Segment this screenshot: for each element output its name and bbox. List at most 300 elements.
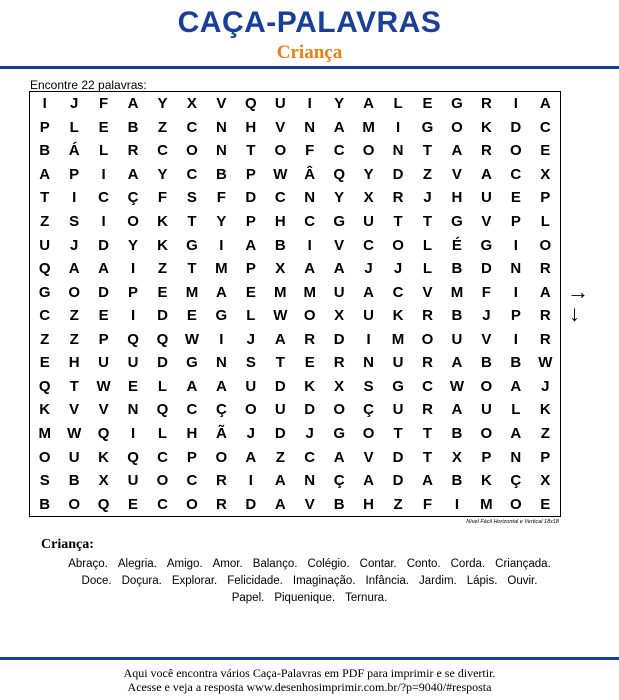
grid-letter: Z (157, 118, 168, 136)
grid-letter: K (304, 377, 316, 395)
grid-letter: L (69, 118, 79, 136)
grid-letter: U (68, 448, 80, 466)
grid-letter: U (480, 189, 492, 207)
grid-letter: C (186, 165, 198, 183)
grid-letter: L (422, 236, 433, 254)
grid-letter: A (422, 472, 433, 490)
grid-letter: Y (157, 95, 168, 113)
grid-letter: U (392, 401, 404, 419)
grid-letter: T (246, 142, 256, 160)
word-list-item: Papel. (231, 592, 265, 604)
grid-letter: I (130, 425, 136, 443)
grid-letter: D (304, 401, 316, 419)
grid-letter: M (274, 283, 287, 301)
grid-letter: Q (97, 495, 110, 513)
grid-letter: J (305, 425, 314, 443)
grid-letter: T (422, 425, 433, 443)
grid-letter: C (304, 448, 316, 466)
word-list-item: Alegria. (117, 558, 157, 570)
grid-letter: J (541, 377, 550, 395)
grid-letter: U (480, 401, 492, 419)
grid-letter: N (215, 142, 227, 160)
grid-letter: O (333, 401, 345, 419)
grid-letter: V (451, 165, 462, 183)
grid-letter: K (539, 401, 551, 419)
grid-letter: I (72, 189, 77, 207)
grid-letter: I (513, 283, 518, 301)
footer-line-2: Acesse e veja a resposta www.desenhosimprimir.com.br/?p=9040/#resposta (127, 680, 492, 694)
grid-letter: N (215, 354, 227, 372)
word-list-item: Imaginação. (292, 575, 356, 587)
grid-letter: R (539, 330, 551, 348)
grid-letter: A (98, 260, 110, 278)
grid-letter: V (422, 283, 433, 301)
grid-letter: Z (540, 425, 550, 443)
grid-letter: P (186, 448, 197, 466)
grid-letter: A (127, 95, 139, 113)
word-list-item: Contar. (359, 558, 397, 570)
word-list-item: Jardim. (419, 575, 457, 587)
word-list-item: Piquenique. (274, 592, 336, 604)
grid-letter: R (422, 307, 433, 325)
grid-letter: U (39, 236, 51, 254)
grid-letter: I (307, 236, 312, 254)
grid-letter: V (304, 495, 315, 513)
grid-letter: K (480, 472, 492, 490)
word-list-line (30, 556, 589, 573)
grid-letter: C (39, 307, 51, 325)
grid-letter: Y (157, 165, 168, 183)
grid-letter: F (157, 189, 168, 207)
grid-letter: V (216, 95, 227, 113)
grid-letter: M (450, 283, 464, 301)
grid-letter: B (510, 354, 522, 372)
grid-letter: R (392, 189, 404, 207)
grid-letter: A (451, 142, 463, 160)
grid-letter: G (333, 425, 345, 443)
grid-letter: G (333, 213, 345, 231)
grid-letter: P (39, 118, 50, 136)
grid-letter: G (186, 236, 198, 254)
grid-letter: X (98, 472, 109, 490)
grid-letter: M (480, 495, 493, 513)
grid-letter: P (481, 448, 492, 466)
grid-letter: O (480, 425, 493, 443)
grid-letter: Y (363, 165, 374, 183)
word-list-item: Balanço. (252, 558, 298, 570)
grid-letter: I (248, 472, 253, 490)
grid-letter: E (510, 189, 521, 207)
grid-letter: U (451, 330, 463, 348)
grid-letter: D (98, 283, 110, 301)
grid-letter: V (481, 330, 492, 348)
grid-letter: G (421, 118, 434, 136)
grid-letter: T (422, 448, 433, 466)
grid-letter: Ç (215, 401, 227, 419)
word-list-item: Ternura. (345, 592, 388, 604)
grid-letter: O (480, 377, 493, 395)
word-list-item: Colégio. (307, 558, 350, 570)
grid-letter: H (274, 213, 286, 231)
grid-letter: I (101, 213, 106, 231)
grid-letter: Q (244, 95, 257, 113)
grid-letter: E (422, 95, 433, 113)
grid-letter: H (186, 425, 198, 443)
grid-letter: V (481, 213, 492, 231)
grid-letter: H (68, 354, 80, 372)
grid-letter: C (539, 118, 551, 136)
grid-letter: Y (216, 213, 227, 231)
grid-letter: U (274, 95, 286, 113)
grid-letter: A (363, 472, 375, 490)
grid-letter: V (98, 401, 109, 419)
grid-letter: R (480, 95, 492, 113)
footer (0, 666, 619, 694)
grid-letter: O (127, 213, 139, 231)
grid-letter: O (244, 401, 257, 419)
grid-letter: G (186, 354, 198, 372)
grid-letter: A (333, 448, 345, 466)
grid-letter: V (334, 236, 345, 254)
grid-letter: O (186, 495, 198, 513)
grid-letter: C (422, 377, 433, 395)
grid-letter: C (157, 495, 168, 513)
word-list-item: Felicidade. (227, 575, 283, 587)
grid-letter: F (216, 189, 226, 207)
grid-letter: A (127, 165, 139, 183)
grid-letter: F (481, 283, 491, 301)
grid-letter: S (363, 377, 374, 395)
grid-letter: X (540, 472, 551, 490)
grid-letter: W (96, 377, 111, 395)
grid-letter: A (245, 448, 257, 466)
grid-letter: B (451, 307, 463, 325)
grid-letter: U (363, 213, 375, 231)
grid-letter: D (157, 307, 168, 325)
grid-letter: E (128, 377, 139, 395)
grid-letter: O (539, 236, 552, 254)
grid-letter: J (482, 307, 491, 325)
grid-letter: D (274, 425, 286, 443)
grid-letter: A (333, 260, 345, 278)
grid-letter: O (451, 118, 463, 136)
grid-letter: F (99, 95, 109, 113)
grid-letter: P (540, 448, 551, 466)
grid-letter: O (509, 495, 522, 513)
grid-letter: P (245, 260, 256, 278)
grid-letter: C (157, 142, 168, 160)
grid-letter: K (39, 401, 51, 419)
grid-letter: U (333, 283, 345, 301)
grid-letter: T (275, 354, 285, 372)
grid-letter: O (68, 283, 80, 301)
grid-letter: L (422, 260, 433, 278)
grid-letter: R (422, 354, 433, 372)
grid-letter: I (307, 95, 312, 113)
grid-letter: B (39, 142, 51, 160)
grid-letter: W (184, 330, 200, 348)
grid-letter: N (304, 472, 316, 490)
grid-letter: C (98, 189, 110, 207)
arrow-down-icon: ↓ (569, 301, 580, 326)
grid-letter: U (245, 377, 257, 395)
grid-letter: J (246, 425, 255, 443)
grid-letter: A (510, 377, 522, 395)
grid-letter: P (69, 165, 80, 183)
grid-letter: G (451, 213, 463, 231)
grid-letter: W (273, 307, 288, 325)
grid-letter: G (392, 377, 404, 395)
grid-letter: T (187, 213, 197, 231)
grid-letter: H (363, 495, 375, 513)
grid-letter: T (422, 142, 433, 160)
grid-letter: Ç (333, 472, 345, 490)
grid-letter: I (395, 118, 401, 136)
grid-letter: D (274, 377, 286, 395)
grid-letter: G (215, 307, 228, 325)
grid-letter: M (303, 283, 316, 301)
grid-letter: K (392, 307, 404, 325)
instruction-text: Encontre 22 palavras: (30, 78, 147, 92)
grid-letter: R (480, 142, 492, 160)
grid-letter: D (98, 236, 110, 254)
grid-letter: E (245, 283, 256, 301)
grid-letter: U (127, 472, 139, 490)
grid-letter: A (333, 118, 345, 136)
grid-letter: H (451, 189, 463, 207)
word-list-item: Doçura. (121, 575, 162, 587)
grid-letter: V (275, 118, 286, 136)
grid-letter: Q (333, 165, 345, 183)
grid-letter: Z (157, 260, 168, 278)
grid-letter: A (480, 165, 492, 183)
grid-letter: B (127, 118, 139, 136)
grid-letter: A (39, 165, 51, 183)
grid-letter: I (454, 495, 460, 513)
grid-letter: D (392, 472, 404, 490)
grid-letter: G (451, 95, 463, 113)
grid-letter: Z (40, 330, 50, 348)
grid-letter: C (304, 213, 316, 231)
grid-letter: N (510, 260, 522, 278)
grid-letter: R (215, 472, 227, 490)
grid-letter: D (392, 448, 404, 466)
grid-letter: R (539, 260, 551, 278)
grid-letter: W (538, 354, 553, 372)
grid-letter: G (38, 283, 51, 301)
grid-letter: A (451, 401, 463, 419)
grid-letter: K (98, 448, 110, 466)
grid-letter: C (333, 142, 345, 160)
grid-letter: B (39, 495, 51, 513)
grid-letter: I (101, 165, 106, 183)
grid-letter: A (274, 495, 286, 513)
grid-letter: L (99, 142, 109, 160)
grid-letter: B (480, 354, 492, 372)
grid-letter: D (245, 189, 257, 207)
grid-letter: S (39, 472, 50, 490)
grid-letter: O (392, 236, 404, 254)
grid-letter: E (304, 354, 315, 372)
page-title: CAÇA-PALAVRAS (177, 6, 442, 39)
grid-letter: D (157, 354, 168, 372)
grid-letter: E (98, 118, 109, 136)
grid-letter: O (303, 307, 316, 325)
word-list-item: Amor. (212, 558, 243, 570)
grid-letter: Q (127, 330, 139, 348)
grid-letter: J (69, 95, 79, 113)
grid-letter: W (67, 425, 82, 443)
grid-letter: A (363, 95, 375, 113)
grid-letter: I (219, 330, 224, 348)
grid-letter: N (127, 401, 139, 419)
grid-letter: E (128, 495, 139, 513)
grid-letter: V (363, 448, 374, 466)
grid-letter: X (363, 189, 374, 207)
page-subtitle: Criança (276, 42, 343, 63)
grid-letter: J (393, 260, 403, 278)
footer-divider (0, 657, 619, 660)
grid-letter: P (245, 213, 256, 231)
grid-letter: E (98, 307, 109, 325)
grid-letter: X (540, 165, 551, 183)
grid-letter: O (421, 330, 434, 348)
word-list-item: Amigo. (166, 558, 203, 570)
grid-letter: O (274, 142, 287, 160)
grid-letter: U (392, 354, 404, 372)
grid-letter: B (451, 260, 463, 278)
header-divider (0, 66, 619, 69)
grid-letter: X (334, 377, 345, 395)
grid-letter: D (333, 330, 345, 348)
grid-letter: A (539, 283, 551, 301)
grid-letter: U (127, 354, 139, 372)
word-list-item: Corda. (450, 558, 486, 570)
grid-letter: R (333, 354, 345, 372)
grid-letter: O (215, 448, 228, 466)
grid-letter: E (157, 283, 168, 301)
word-list-item: Conto. (406, 558, 441, 570)
grid-letter: B (215, 165, 227, 183)
word-list-item: Explorar. (171, 575, 218, 587)
grid-letter: N (392, 142, 404, 160)
grid-letter: N (510, 448, 522, 466)
grid-letter: Q (127, 448, 139, 466)
grid-letter: C (363, 236, 375, 254)
word-search-grid (29, 91, 561, 517)
grid-letter: L (157, 425, 168, 443)
grid-letter: N (363, 354, 375, 372)
grid-letter: T (40, 189, 50, 207)
arrow-right-icon: → (567, 279, 589, 304)
grid-letter: N (304, 118, 316, 136)
grid-letter: O (509, 142, 522, 160)
grid-letter: P (510, 307, 521, 325)
grid-letter: L (157, 377, 168, 395)
grid-letter: A (215, 377, 227, 395)
grid-letter: F (422, 495, 433, 513)
grid-letter: D (245, 495, 257, 513)
grid-letter: Á (68, 142, 80, 160)
grid-letter: R (304, 330, 316, 348)
grid-letter: I (219, 236, 224, 254)
grid-letter: O (68, 495, 80, 513)
grid-letter: C (186, 472, 198, 490)
grid-letter: B (451, 425, 463, 443)
grid-letter: A (68, 260, 80, 278)
grid-letter: H (245, 118, 257, 136)
grid-letter: M (391, 330, 405, 348)
grid-letter: A (539, 95, 551, 113)
grid-letter: A (510, 425, 522, 443)
grid-letter: M (185, 283, 199, 301)
grid-letter: É (451, 236, 462, 254)
grid-letter: A (304, 260, 316, 278)
grid-letter: F (305, 142, 315, 160)
word-list (30, 556, 589, 607)
grid-letter: Ã (215, 425, 227, 443)
grid-letter: A (363, 283, 375, 301)
grid-letter: B (451, 472, 463, 490)
grid-letter: Q (97, 425, 110, 443)
grid-letter: K (480, 118, 492, 136)
grid-letter: A (274, 472, 286, 490)
grid-letter: W (449, 377, 465, 395)
grid-letter: L (246, 307, 256, 325)
grid-letter: Z (422, 165, 433, 183)
grid-letter: I (130, 307, 136, 325)
grid-letter: O (362, 425, 375, 443)
footer-line-1: Aqui você encontra vários Caça-Palavras em PDF para imprimir e se divertir. (123, 666, 496, 680)
grid-letter: T (422, 213, 433, 231)
grid-letter: S (186, 189, 197, 207)
grid-letter: T (393, 425, 403, 443)
grid-letter: D (392, 165, 404, 183)
grid-letter: Q (38, 260, 51, 278)
grid-letter: R (539, 307, 551, 325)
grid-letter: I (130, 260, 136, 278)
grid-letter: E (39, 354, 50, 372)
word-list-item: Abraço. (68, 558, 108, 570)
grid-letter: B (68, 472, 80, 490)
grid-letter: Ç (510, 472, 522, 490)
grid-letter: L (540, 213, 550, 231)
grid-letter: E (540, 495, 551, 513)
grid-letter: I (513, 330, 518, 348)
grid-letter: C (392, 283, 404, 301)
grid-letter: U (98, 354, 110, 372)
grid-letter: D (510, 118, 522, 136)
grid-letter: Z (393, 495, 403, 513)
grid-letter: S (245, 354, 256, 372)
word-list-item: Criançada. (495, 558, 551, 570)
grid-letter: I (513, 236, 518, 254)
grid-letter: Â (304, 165, 316, 183)
grid-letter: W (273, 165, 288, 183)
grid-letter: J (69, 236, 79, 254)
grid-letter: R (422, 401, 433, 419)
grid-letter: S (69, 213, 80, 231)
grid-letter: Z (275, 448, 285, 466)
grid-letter: T (393, 213, 403, 231)
grid-letter: T (187, 260, 197, 278)
grid-letter: C (186, 401, 198, 419)
grid-letter: A (245, 236, 257, 254)
word-list-item: Infância. (365, 575, 410, 587)
grid-letter: B (333, 495, 345, 513)
grid-letter: X (275, 260, 286, 278)
grid-letter: X (186, 95, 197, 113)
